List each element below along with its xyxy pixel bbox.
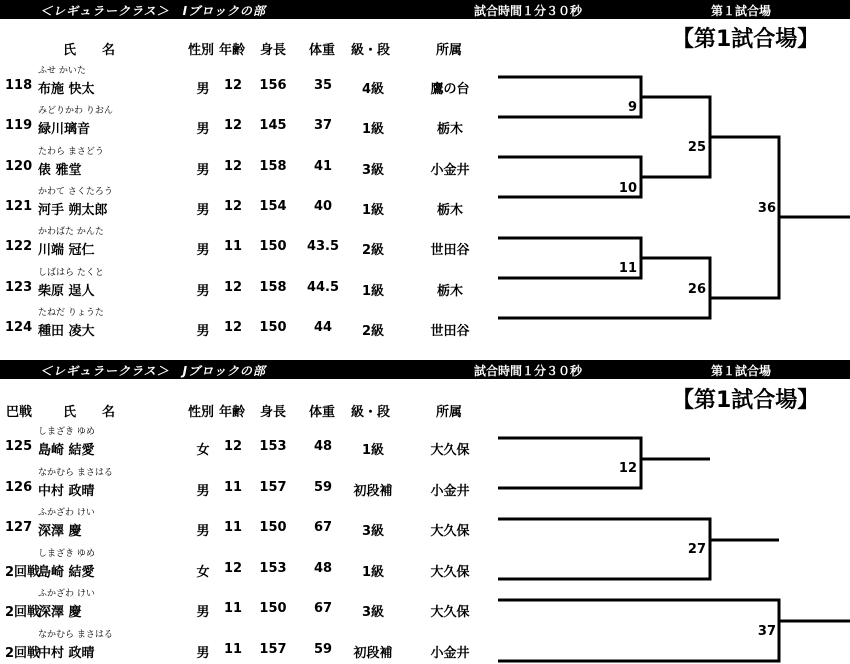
header-grade: 級・段 [351,43,391,58]
cell-age: 12 [223,78,243,93]
cell-age: 11 [223,642,243,657]
cell-sex: 男 [196,323,210,339]
arena-label: 第１試合場 [711,364,772,378]
furigana: ふかざわ けい [38,508,95,519]
cell-grade: 3級 [361,162,385,178]
cell-grade: 2級 [361,323,385,339]
cell-grade: 4級 [361,82,385,97]
cell-affiliation: 大久保 [430,605,470,621]
cell-affiliation: 小金井 [430,162,470,178]
cell-sex: 男 [196,524,210,540]
furigana: みどりかわ りおん [38,106,113,117]
competitor-name: 深澤 慶 [38,524,82,540]
cell-height: 154 [259,198,287,214]
cell-height: 158 [259,158,287,174]
competitor-name: 川端 冠仁 [38,243,95,259]
arena-label: 第１試合場 [711,4,772,18]
entry-number: 127 [5,520,33,536]
bout-number: 11 [618,261,637,276]
cell-weight: 67 [313,601,333,617]
cell-affiliation: 大久保 [430,443,470,458]
cell-affiliation: 鷹の台 [430,82,470,97]
cell-age: 12 [223,198,243,214]
furigana: なかむら まさはる [38,467,113,478]
entry-number: 119 [5,118,33,134]
cell-height: 158 [259,279,287,295]
entry-number: 118 [5,78,33,93]
bout-number: 12 [618,461,637,476]
cell-height: 157 [259,642,287,657]
bout-number: 9 [627,100,637,115]
competitor-name: 中村 政晴 [38,483,95,499]
cell-grade: 1級 [361,443,385,458]
header-affiliation: 所属 [436,43,463,58]
cell-grade: 1級 [361,283,385,299]
competitor-name: 河手 朔太郎 [38,202,108,218]
venue-title: 【第1試合場】 [672,27,820,52]
cell-age: 11 [223,239,243,255]
cell-height: 157 [259,479,287,495]
entry-number: 121 [5,198,33,214]
cell-height: 150 [259,239,287,255]
match-time-label: 試合時間１分３０秒 [474,4,583,18]
class-label: ＜レギュラークラス＞ Iブロックの部 [40,4,266,18]
cell-sex: 男 [196,605,210,621]
bout-number: 10 [618,181,637,196]
header-name: 氏 名 [63,405,116,420]
cell-weight: 48 [313,560,333,576]
entry-number: 124 [5,319,33,335]
competitor-name: 島崎 結愛 [38,443,95,458]
cell-grade: 1級 [361,122,385,138]
header-tomoe: 巴戦 [6,405,33,420]
competitor-name: 中村 政晴 [38,646,95,661]
cell-affiliation: 大久保 [430,564,470,580]
cell-weight: 59 [313,479,333,495]
furigana: しまざき ゆめ [38,427,95,437]
furigana: ふかざわ けい [38,589,95,600]
cell-affiliation: 小金井 [430,483,470,499]
bout-number: 26 [687,282,706,297]
competitor-name: 緑川璃音 [38,122,91,138]
cell-weight: 44.5 [306,279,340,295]
header-height: 身長 [260,43,287,58]
cell-age: 12 [223,158,243,174]
cell-weight: 48 [313,439,333,454]
bracket-line [498,519,710,579]
cell-age: 12 [223,279,243,295]
cell-grade: 1級 [361,564,385,580]
cell-weight: 40 [313,198,333,214]
cell-affiliation: 大久保 [430,524,470,540]
bracket-line [498,600,779,661]
entry-number: 125 [5,439,33,454]
cell-affiliation: 栃木 [436,202,464,218]
cell-sex: 男 [196,483,210,499]
cell-weight: 67 [313,520,333,536]
competitor-name: 種田 凌大 [38,323,95,339]
furigana: かわばた かんた [38,227,104,238]
competitor-name: 深澤 慶 [38,605,82,621]
header-sex: 性別 [188,43,215,58]
cell-affiliation: 小金井 [430,646,470,661]
cell-height: 156 [259,78,287,93]
furigana: たねだ りょうた [38,307,104,318]
entry-number: 126 [5,479,33,495]
cell-sex: 女 [196,443,210,458]
cell-sex: 男 [196,646,210,661]
cell-age: 12 [223,560,243,576]
furigana: ふせ かいた [38,66,86,76]
entry-number: 122 [5,239,33,255]
cell-age: 12 [223,118,243,134]
cell-sex: 男 [196,202,210,218]
cell-sex: 女 [196,564,210,580]
entry-number: 2回戦 [5,564,41,580]
header-sex: 性別 [188,405,215,420]
cell-height: 150 [259,520,287,536]
cell-sex: 男 [196,82,210,97]
cell-weight: 44 [313,319,333,335]
cell-grade: 1級 [361,202,385,218]
cell-grade: 2級 [361,243,385,259]
cell-sex: 男 [196,283,210,299]
class-label: ＜レギュラークラス＞ Jブロックの部 [40,364,266,378]
bout-number: 27 [687,542,706,557]
cell-weight: 35 [313,78,333,93]
furigana: なかむら まさはる [38,630,113,640]
cell-grade: 3級 [361,605,385,621]
cell-weight: 37 [313,118,333,134]
cell-affiliation: 世田谷 [430,323,470,339]
venue-title: 【第1試合場】 [672,388,820,413]
cell-weight: 43.5 [306,239,340,255]
header-affiliation: 所属 [436,405,463,420]
cell-sex: 男 [196,162,210,178]
header-age: 年齢 [219,43,246,58]
competitor-name: 柴原 逞人 [38,283,95,299]
cell-grade: 初段補 [353,646,393,661]
competitor-name: 俵 雅堂 [38,162,82,178]
entry-number: 120 [5,158,33,174]
entry-number: 123 [5,279,33,295]
furigana: かわて さくたろう [38,186,113,197]
cell-affiliation: 栃木 [436,283,464,299]
entry-number: 2回戦 [5,605,41,621]
cell-sex: 男 [196,122,210,138]
cell-height: 150 [259,601,287,617]
entry-number: 2回戦 [5,646,41,661]
cell-age: 11 [223,479,243,495]
furigana: たわら まさどう [38,146,104,157]
furigana: しばはら たくと [38,267,104,278]
match-time-label: 試合時間１分３０秒 [474,364,583,378]
bout-number: 37 [757,624,776,639]
cell-height: 150 [259,319,287,335]
cell-height: 153 [259,560,287,576]
cell-sex: 男 [196,243,210,259]
furigana: しまざき ゆめ [38,548,95,559]
bout-number: 25 [687,140,706,155]
header-name: 氏 名 [63,43,116,58]
header-weight: 体重 [309,405,336,420]
header-weight: 体重 [309,43,336,58]
cell-age: 12 [223,439,243,454]
header-height: 身長 [260,405,287,420]
header-age: 年齢 [219,405,246,420]
cell-affiliation: 世田谷 [430,243,470,259]
cell-weight: 41 [313,158,333,174]
cell-height: 153 [259,439,287,454]
cell-age: 11 [223,520,243,536]
header-grade: 級・段 [351,405,391,420]
cell-age: 11 [223,601,243,617]
cell-weight: 59 [313,642,333,657]
bout-number: 36 [757,201,776,216]
competitor-name: 島崎 結愛 [38,564,95,580]
cell-age: 12 [223,319,243,335]
cell-height: 145 [259,118,287,134]
competitor-name: 布施 快太 [38,82,95,97]
cell-affiliation: 栃木 [436,122,464,138]
cell-grade: 3級 [361,524,385,540]
cell-grade: 初段補 [353,483,393,499]
